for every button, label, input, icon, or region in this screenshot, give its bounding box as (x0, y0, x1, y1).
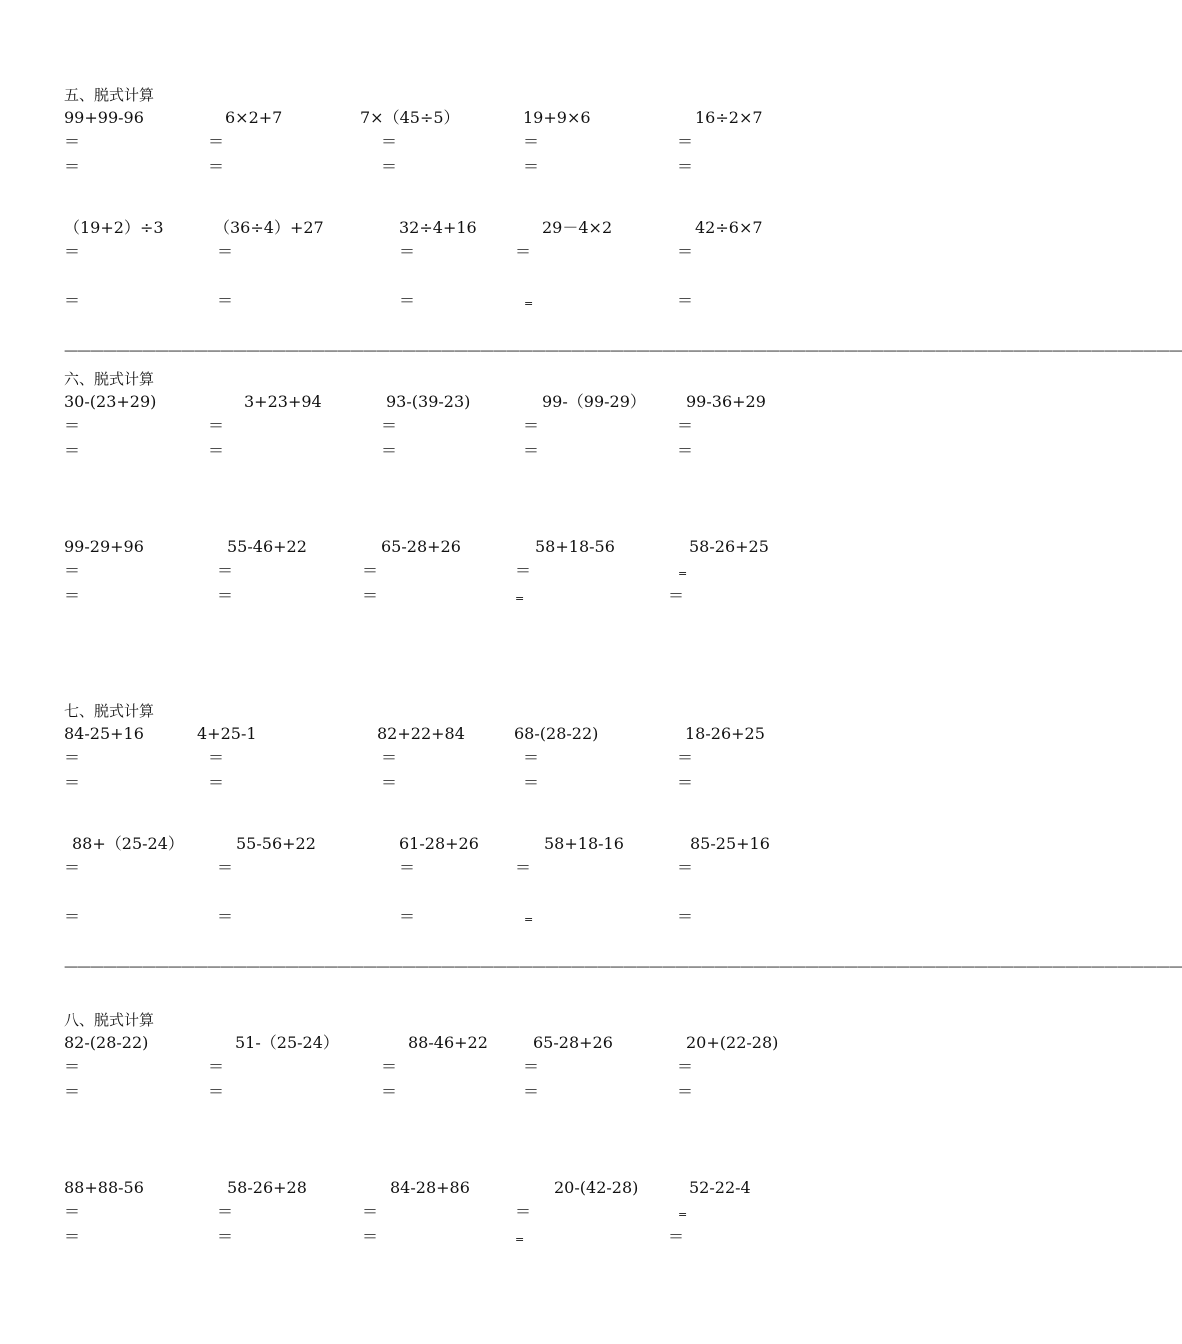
equals-sign: ＝ (381, 748, 398, 767)
equals-sign: ＝ (64, 748, 81, 767)
equals-sign: ＝ (515, 242, 532, 261)
expression: 99-（99-29） (542, 392, 646, 411)
equals-sign: ＝ (677, 1082, 694, 1101)
equals-sign: ＝ (677, 242, 694, 261)
equals-sign: ＝ (362, 586, 379, 605)
equals-sign: ＝ (523, 748, 540, 767)
expression: 58-26+28 (227, 1178, 307, 1197)
equals-sign: ＝ (515, 1202, 532, 1221)
expression: 84-28+86 (390, 1178, 470, 1197)
equals-sign: ＝ (668, 586, 685, 605)
section-title: 六、脱式计算 (64, 370, 155, 388)
equals-sign: ＝ (362, 1202, 379, 1221)
section-title: 八、脱式计算 (64, 1011, 155, 1029)
expression: 55-46+22 (227, 537, 307, 556)
equals-sign: ＝ (677, 748, 694, 767)
divider-line: —————————————————————————————————————————————————————————————————————————————————————— (64, 343, 1182, 359)
section-title: 七、脱式计算 (64, 702, 155, 720)
expression: 58+18-56 (535, 537, 615, 556)
equals-sign: ＝ (381, 132, 398, 151)
equals-sign: ＝ (64, 157, 81, 176)
equals-sign: ＝ (64, 441, 81, 460)
expression: 84-25+16 (64, 724, 144, 743)
expression: 58-26+25 (689, 537, 769, 556)
equals-sign: ＝ (677, 907, 694, 926)
expression: 6×2+7 (225, 108, 283, 127)
equals-sign: ＝ (399, 907, 416, 926)
equals-sign: ＝ (399, 242, 416, 261)
equals-sign: ＝ (217, 1227, 234, 1246)
equals-sign: = (515, 592, 525, 605)
expression: 65-28+26 (533, 1033, 613, 1052)
expression: 29－4×2 (542, 218, 613, 237)
expression: 32÷4+16 (399, 218, 477, 237)
equals-sign: ＝ (217, 291, 234, 310)
equals-sign: ＝ (362, 1227, 379, 1246)
equals-sign: ＝ (208, 441, 225, 460)
equals-sign: ＝ (515, 858, 532, 877)
expression: 55-56+22 (236, 834, 316, 853)
expression: 7×（45÷5） (360, 108, 460, 127)
equals-sign: ＝ (381, 157, 398, 176)
expression: 88-46+22 (408, 1033, 488, 1052)
equals-sign: ＝ (677, 773, 694, 792)
equals-sign: ＝ (208, 773, 225, 792)
expression: 3+23+94 (244, 392, 322, 411)
expression: 19+9×6 (523, 108, 591, 127)
expression: 99-29+96 (64, 537, 144, 556)
equals-sign: ＝ (64, 291, 81, 310)
equals-sign: ＝ (677, 1057, 694, 1076)
expression: （19+2）÷3 (64, 218, 164, 237)
equals-sign: ＝ (64, 1057, 81, 1076)
equals-sign: ＝ (64, 1082, 81, 1101)
equals-sign: ＝ (677, 157, 694, 176)
expression: 82-(28-22) (64, 1033, 149, 1052)
equals-sign: ＝ (523, 157, 540, 176)
equals-sign: ＝ (64, 586, 81, 605)
expression: 93-(39-23) (386, 392, 471, 411)
equals-sign: ＝ (523, 1057, 540, 1076)
equals-sign: = (678, 1208, 688, 1221)
expression: 65-28+26 (381, 537, 461, 556)
expression: 20-(42-28) (554, 1178, 639, 1197)
expression: 58+18-16 (544, 834, 624, 853)
equals-sign: = (515, 1233, 525, 1246)
equals-sign: ＝ (208, 1057, 225, 1076)
equals-sign: ＝ (217, 586, 234, 605)
expression: 99+99-96 (64, 108, 144, 127)
equals-sign: ＝ (217, 907, 234, 926)
expression: 68-(28-22) (514, 724, 599, 743)
equals-sign: ＝ (523, 441, 540, 460)
equals-sign: ＝ (515, 561, 532, 580)
divider-line: —————————————————————————————————————————————————————————————————————————————————————— (64, 959, 1182, 975)
equals-sign: ＝ (64, 242, 81, 261)
equals-sign: ＝ (399, 858, 416, 877)
expression: 88+（25-24） (72, 834, 184, 853)
expression: 30-(23+29) (64, 392, 157, 411)
expression: 42÷6×7 (695, 218, 763, 237)
equals-sign: ＝ (208, 132, 225, 151)
equals-sign: ＝ (677, 291, 694, 310)
equals-sign: ＝ (208, 416, 225, 435)
equals-sign: ＝ (523, 132, 540, 151)
equals-sign: ＝ (399, 291, 416, 310)
equals-sign: ＝ (217, 858, 234, 877)
equals-sign: ＝ (64, 1202, 81, 1221)
expression: 88+88-56 (64, 1178, 144, 1197)
expression: （36÷4）+27 (214, 218, 324, 237)
equals-sign: = (678, 567, 688, 580)
equals-sign: ＝ (523, 416, 540, 435)
expression: 4+25-1 (197, 724, 257, 743)
equals-sign: ＝ (64, 416, 81, 435)
equals-sign: ＝ (668, 1227, 685, 1246)
expression: 16÷2×7 (695, 108, 763, 127)
equals-sign: ＝ (217, 1202, 234, 1221)
equals-sign: ＝ (217, 561, 234, 580)
equals-sign: = (524, 297, 534, 310)
equals-sign: ＝ (64, 561, 81, 580)
equals-sign: ＝ (362, 561, 379, 580)
expression: 51-（25-24） (235, 1033, 339, 1052)
equals-sign: ＝ (381, 1057, 398, 1076)
equals-sign: ＝ (208, 157, 225, 176)
equals-sign: ＝ (64, 1227, 81, 1246)
expression: 52-22-4 (689, 1178, 751, 1197)
expression: 82+22+84 (377, 724, 465, 743)
section-title: 五、脱式计算 (64, 86, 155, 104)
equals-sign: ＝ (64, 858, 81, 877)
equals-sign: ＝ (381, 416, 398, 435)
equals-sign: ＝ (381, 1082, 398, 1101)
equals-sign: ＝ (677, 416, 694, 435)
equals-sign: ＝ (523, 1082, 540, 1101)
equals-sign: ＝ (217, 242, 234, 261)
equals-sign: ＝ (64, 907, 81, 926)
equals-sign: ＝ (64, 132, 81, 151)
expression: 85-25+16 (690, 834, 770, 853)
equals-sign: ＝ (523, 773, 540, 792)
equals-sign: ＝ (381, 773, 398, 792)
equals-sign: ＝ (208, 748, 225, 767)
expression: 99-36+29 (686, 392, 766, 411)
expression: 61-28+26 (399, 834, 479, 853)
expression: 20+(22-28) (686, 1033, 779, 1052)
equals-sign: = (524, 913, 534, 926)
equals-sign: ＝ (677, 132, 694, 151)
equals-sign: ＝ (64, 773, 81, 792)
equals-sign: ＝ (208, 1082, 225, 1101)
equals-sign: ＝ (677, 441, 694, 460)
equals-sign: ＝ (381, 441, 398, 460)
equals-sign: ＝ (677, 858, 694, 877)
expression: 18-26+25 (685, 724, 765, 743)
